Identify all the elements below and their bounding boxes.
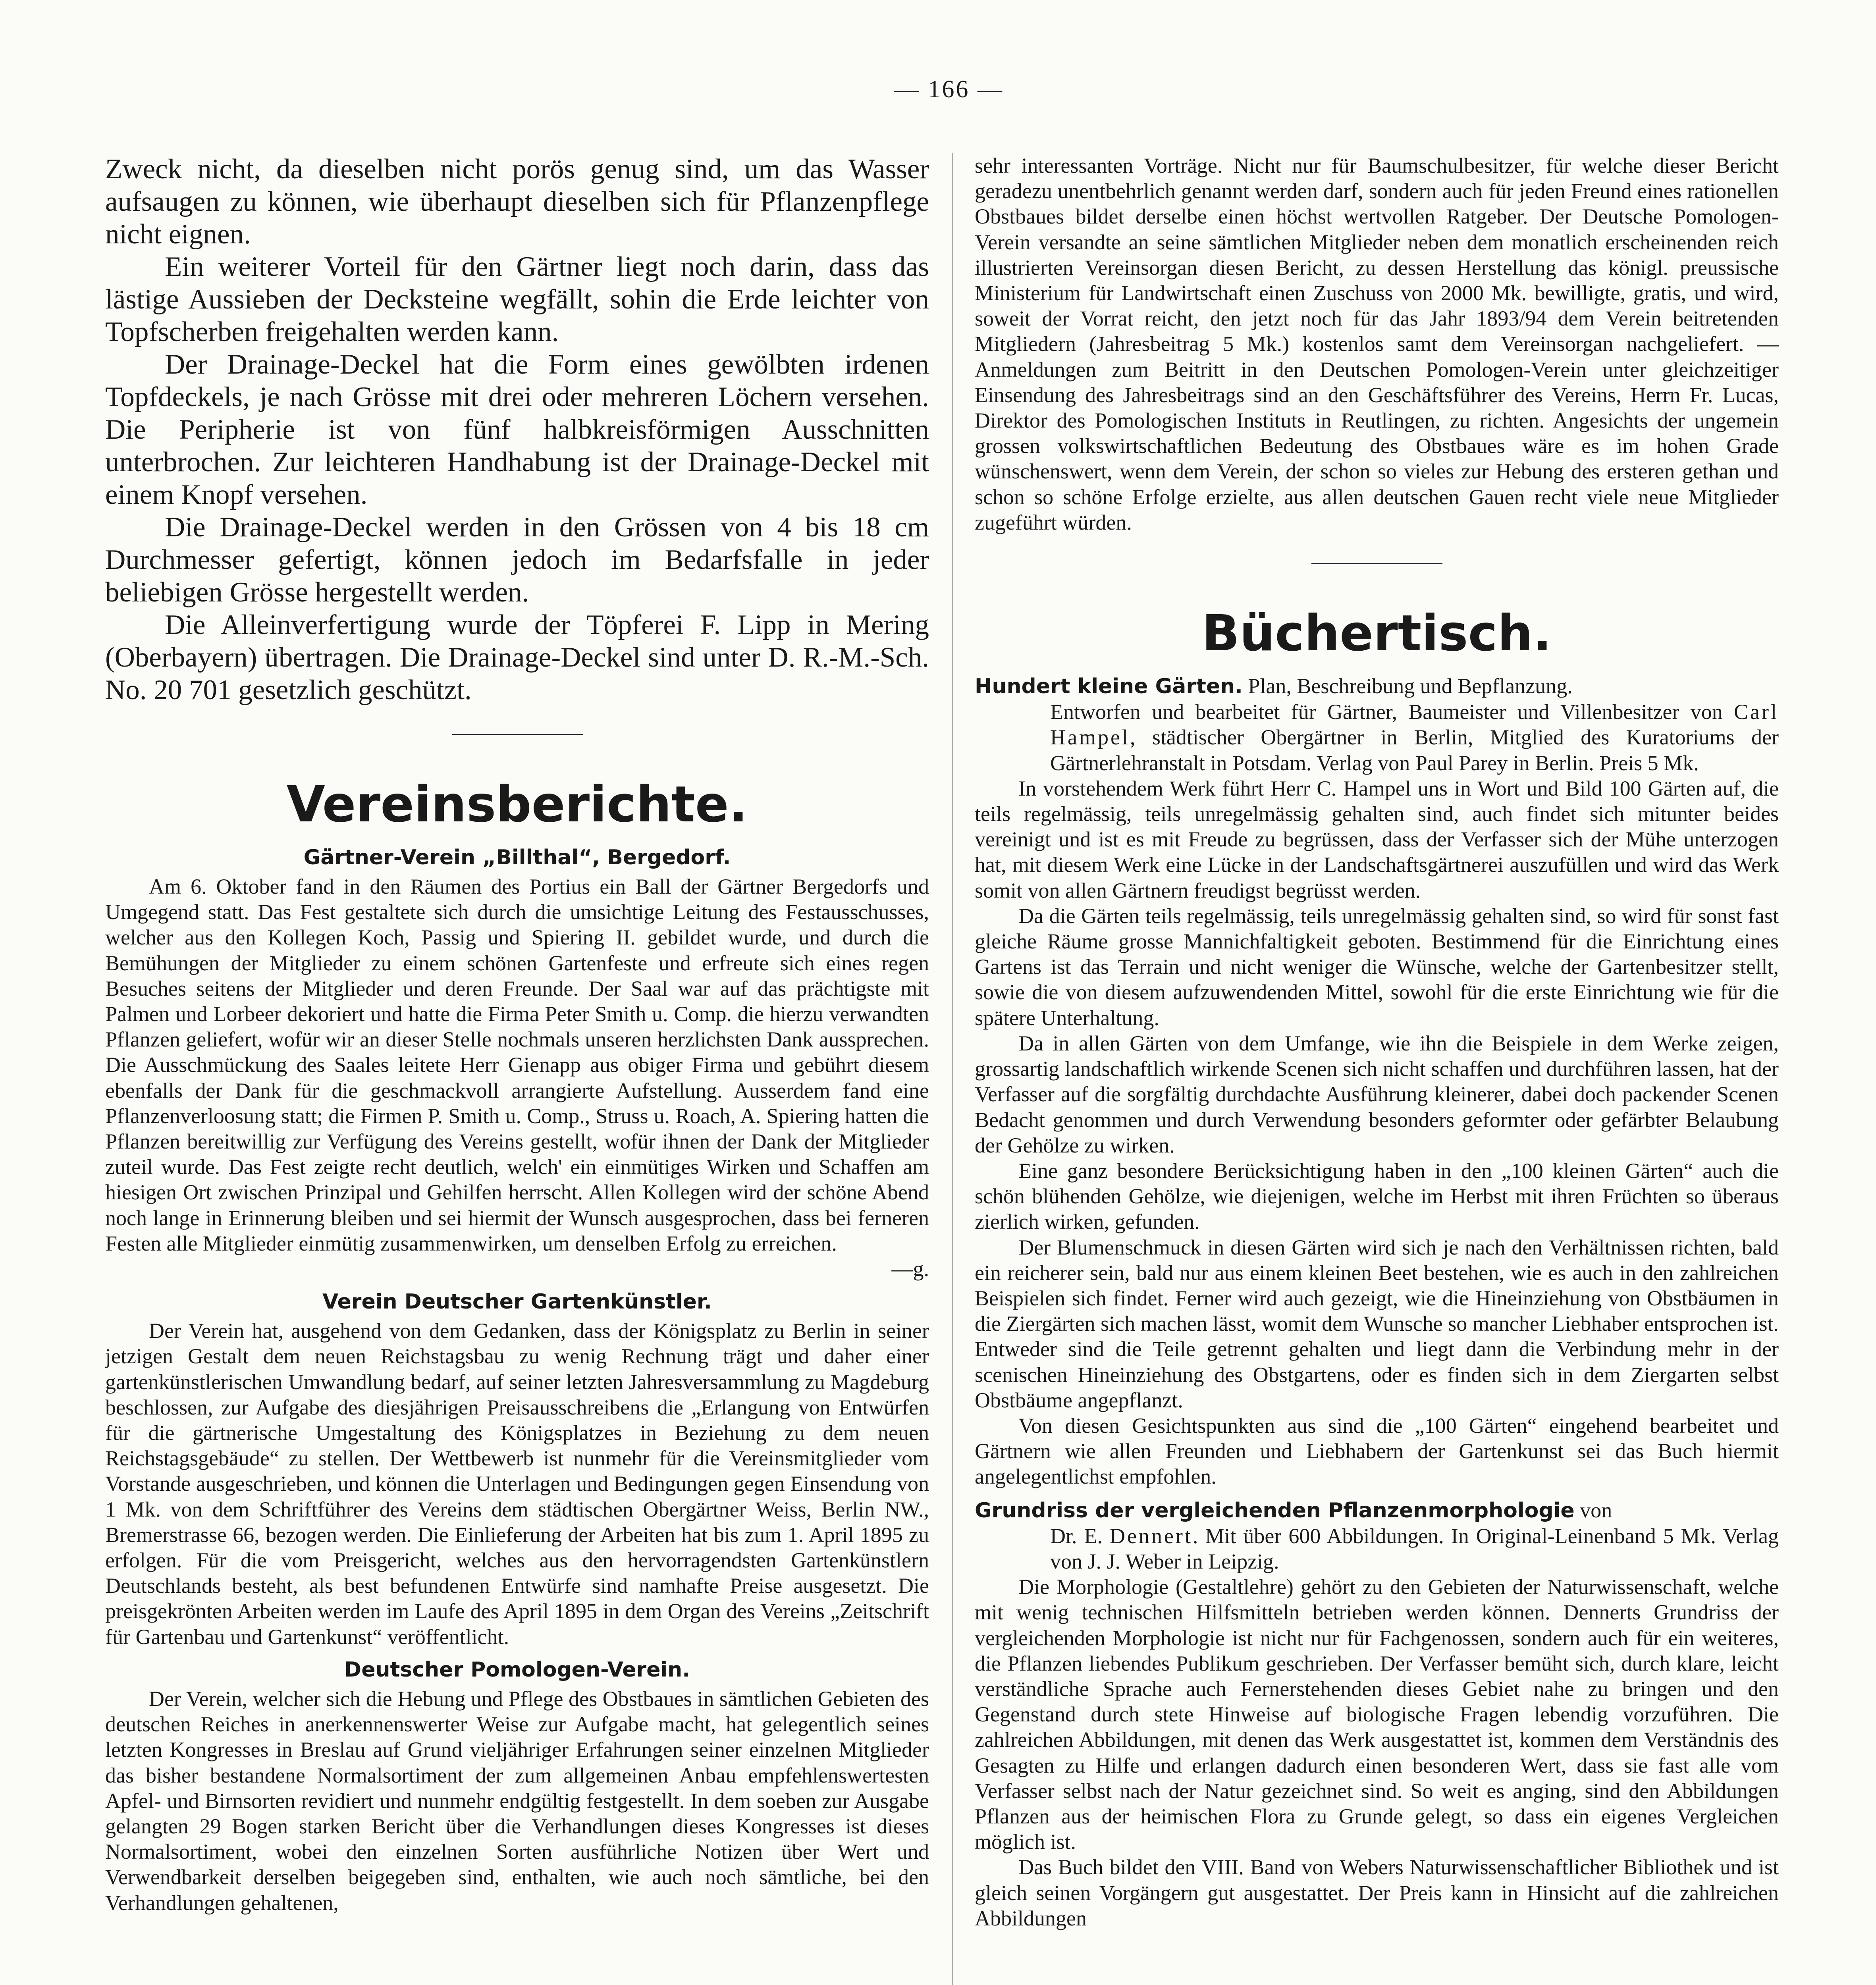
book-heading: Grundriss der vergleichenden Pflanzenmorphologie von [975, 1498, 1612, 1522]
gartenkuenstler-report [105, 1318, 929, 1650]
billthal-report [105, 874, 929, 1282]
pomologen-report-continued [975, 153, 1779, 535]
review-paragraph: In vorstehendem Werk führt Herr C. Hampel uns in Wort und Bild 100 Gärten auf, die teils regelmässig, teils unregelmässig gehalten sind, auch findet sich mitunter beides vereinigt und ist es mit Freude zu begrüssen, dass der Verfasser sich der Mühe unterzogen hat, mit diesem Werk eine Lücke in der Landschaftsgärtnerei auszufüllen und wird das Werk somit von allen Gärtnern freudigst begrüsst werden. [975, 776, 1779, 902]
review-paragraph: Da in allen Gärten von dem Umfange, wie ihn die Beispiele in dem Werke zeigen, grossartig landschaftlich wirkende Scenen sich nicht schaffen und durchführen lassen, hat der Verfasser auf die sorgfältig durchdachte Ausführung kleinerer, dabei doch packender Scenen Bedacht genommen und durch Verwendung besonders geformter oder gefärbter Belaubung der Gehölze zu wirken. [975, 1031, 1779, 1157]
review-paragraph: Da die Gärten teils regelmässig, teils unregelmässig gehalten sind, so wird für sonst fast gleiche Räume grosse Mannichfaltigkeit geboten. Bestimmend für die Einrichtung eines Gartens ist das Terrain und nicht weniger die Wünsche, welche der Gartenbesitzer stellt, sowie die von diesem aufzuwendenden Mittel, sowohl für die erste Einrichtung wie für die spätere Unterhaltung. [975, 904, 1779, 1030]
book-meta: Entworfen und bearbeitet für Gärtner, Baumeister und Villenbesitzer von Carl Hampel, städtischer Obergärtner in Berlin, Mitglied des Kuratoriums der Gärtnerlehranstalt in Potsdam. Verlag von Paul Parey in Berlin. Preis 5 Mk. [1050, 700, 1779, 775]
book-review-hundert-gaerten [975, 673, 1779, 1490]
book-author: Carl Hampel [1050, 700, 1779, 750]
report-paragraph: Der Verein, welcher sich die Hebung und Pflege des Obstbaues in sämtlichen Gebieten des deutschen Reiches in anerkennenswerter Weise zur Aufgabe macht, hat gelegentlich seines letzten Kongresses in Breslau auf Grund vieljähriger Erfahrungen seiner einzelnen Mitglieder das bisher bestandene Normalsortiment der zum allgemeinen Anbau empfehlenswertesten Apfel- und Birnsorten revidiert und nunmehr endgültig festgestellt. In dem soeben zur Ausgabe gelangten 29 Bogen starken Bericht über die Verhandlungen dieses Kongresses ist dieses Normalsortiment, wobei den einzelnen Sorten ausführliche Notizen über Wert und Verwendbarkeit derselben beigegeben sind, enthalten, wie auch noch sämtliche, bei den Verhandlungen gehaltenen, [105, 1686, 929, 1915]
right-column [975, 153, 1779, 1985]
review-paragraph: Der Blumenschmuck in diesen Gärten wird sich je nach den Verhältnissen richten, bald ein reicherer sein, bald nur aus einem kleinen Beet bestehen, wie es auch in den zahlreichen Beispielen sich findet. Ferner wird auch gezeigt, wie die Hineinziehung von Obstbäumen in die Ziergärten sich machen lässt, womit dem Wunsche so mancher Liebhaber entsprochen ist. Entweder sind die Teile getrennt gehalten und liegt dann die Verbindung mehr in der scenischen Hineinziehung des Obstgartens, oder es finden sich in dem Ziergarten selbst Obstbäume angepflanzt. [975, 1235, 1779, 1412]
book-review-pflanzenmorphologie [975, 1497, 1779, 1931]
article-paragraph: Ein weiterer Vorteil für den Gärtner liegt noch darin, dass das lästige Aussieben der Decksteine wegfällt, sohin die Erde leichter von Topfscherben freigehalten werden kann. [105, 251, 929, 347]
drainage-article [105, 153, 929, 706]
subsection-title-pomologen: Deutscher Pomologen-Verein. [344, 1657, 690, 1682]
review-paragraph: Eine ganz besondere Berücksichtigung haben in den „100 kleinen Gärten“ auch die schön blühenden Gehölze, wie diejenigen, welche im Herbst mit ihren Früchten so überaus zierlich wirken, gefunden. [975, 1158, 1779, 1234]
subsection-title-billthal: Gärtner-Verein „Billthal“, Bergedorf. [303, 846, 731, 869]
pomologen-report [105, 1686, 929, 1916]
review-paragraph: Von diesen Gesichtspunkten aus sind die „100 Gärten“ eingehend bearbeitet und Gärtnern wie allen Freunden und Liebhabern der Gartenkunst sei das Buch hiermit angelegentlichst empfohlen. [975, 1413, 1779, 1489]
page-number: — 166 — [894, 76, 1004, 103]
book-review-body [975, 1574, 1779, 1931]
report-paragraph: sehr interessanten Vorträge. Nicht nur für Baumschulbesitzer, für welche dieser Bericht geradezu unentbehrlich genannt werden darf, sondern auch für jeden Freund eines rationellen Obstbaues bildet derselbe einen höchst wertvollen Ratgeber. Der Deutsche Pomologen-Verein versandte an seine sämtlichen Mitglieder neben dem monatlich erscheinenden reich illustrierten Vereinsorgan diesen Bericht, zu dessen Herstellung das königl. preussische Ministerium für Landwirtschaft einen Zuschuss von 2000 Mk. bewilligte, gratis, und wird, soweit der Vorrat reicht, den jetzt noch für das Jahr 1893/94 dem Verein beitretenden Mitgliedern (Jahresbeitrag 5 Mk.) kostenlos samt dem Vereinsorgan nachgeliefert. — Anmeldungen zum Beitritt in den Deutschen Pomologen-Verein unter gleichzeitiger Einsendung des Jahresbeitrags sind an den Geschäftsführer des Vereins, Herrn Fr. Lucas, Direktor des Pomologischen Instituts in Reutlingen, zu richten. Angesichts der ungemein grossen volkswirtschaftlichen Bedeutung des Obstbaues wäre es im hohen Grade wünschenswert, wenn dem Verein, der schon so vieles zur Hebung des ersteren gethan und schon so schöne Erfolge erzielte, aus allen deutschen Gauen recht viele neue Mitglieder zugeführt würden. [975, 154, 1779, 534]
book-title: Grundriss der vergleichenden Pflanzenmorphologie [975, 1498, 1575, 1522]
review-paragraph: Das Buch bildet den VIII. Band von Webers Naturwissenschaftlicher Bibliothek und ist gleich seinen Vorgängern gut ausgestattet. Der Preis kann in Hinsicht auf die zahlreichen Abbildungen [975, 1855, 1779, 1930]
section-separator [452, 734, 583, 735]
section-title-buechertisch: Büchertisch. [1201, 605, 1552, 663]
article-paragraph: Die Alleinverfertigung wurde der Töpferei F. Lipp in Mering (Oberbayern) übertragen. Die Drainage-Deckel sind unter D. R.-M.-Sch. No. 20 701 gesetzlich geschützt. [105, 609, 929, 705]
left-column [105, 153, 929, 1985]
book-heading: Hundert kleine Gärten. Plan, Beschreibung und Bepflanzung. [975, 674, 1573, 699]
book-title: Hundert kleine Gärten. [975, 675, 1243, 699]
article-paragraph: Zweck nicht, da dieselben nicht porös genug sind, um das Wasser aufsaugen zu können, wie überhaupt dieselben sich für Pflanzenpflege nicht eignen. [105, 154, 929, 250]
article-paragraph: Die Drainage-Deckel werden in den Grössen von 4 bis 18 cm Durchmesser gefertigt, können jedoch im Bedarfsfalle in jeder beliebigen Grösse hergestellt werden. [105, 512, 929, 608]
book-review-body [975, 776, 1779, 1490]
report-paragraph: Der Verein hat, ausgehend von dem Gedanken, dass der Königsplatz zu Berlin in seiner jetzigen Gestalt dem neuen Reichstagsbau zu wenig Rechnung trägt und daher einer gartenkünstlerischen Umwandlung bedarf, auf seiner letzten Jahresversammlung zu Magdeburg beschlossen, zur Aufgabe des diesjährigen Preisausschreibens die „Erlangung von Entwürfen für die gärtnerische Umgestaltung des Königsplatzes in Beziehung zu dem neuen Reichstagsgebäude“ zu stellen. Der Wettbewerb ist nunmehr für die Vereinsmitglieder vom Vorstande ausgeschrieben, und können die Unterlagen und Bedingungen gegen Einsendung von 1 Mk. von dem Schriftführer des Vereins dem städtischen Obergärtner Weiss, Berlin NW., Bremerstrasse 66, bezogen werden. Die Einlieferung der Arbeiten hat bis zum 1. April 1895 zu erfolgen. Für die vom Preisgericht, welches aus den hervorragendsten Gartenkünstlern Deutschlands besteht, als best befundenen Entwürfe sind namhafte Preise ausgesetzt. Die preisgekrönten Arbeiten werden im Laufe des April 1895 in dem Organ des Vereins „Zeitschrift für Gartenbau und Gartenkunst“ veröffentlicht. [105, 1319, 929, 1649]
section-separator [1311, 563, 1442, 564]
review-paragraph: Die Morphologie (Gestaltlehre) gehört zu den Gebieten der Naturwissenschaft, welche mit wenig technischen Hilfsmitteln betrieben werden können. Dennerts Grundriss der vergleichenden Morphologie ist nicht nur für Fachgenossen, sondern auch für ein weiteres, die Pflanzen liebendes Publikum geschrieben. Der Verfasser bemüht sich, durch klare, leicht verständliche Sprache auch Fernerstehenden dieses Gebiet nahe zu bringen und den Gegenstand durch stete Hinweise auf biologische Fragen lebendig vorzuführen. Die zahlreichen Abbildungen, mit denen das Werk ausgestattet ist, kommen dem Verständnis des Gesagten zu Hilfe und erlangen dadurch einen besonderen Wert, dass sie fast alle vom Verfasser selbst nach der Natur gezeichnet sind. So weit es anging, sind den Abbildungen Pflanzen aus der heimischen Flora zu Grunde gelegt, so dass ein eigenes Vergleichen möglich ist. [975, 1575, 1779, 1854]
section-title-vereinsberichte: Vereinsberichte. [286, 776, 748, 833]
report-paragraph: Am 6. Oktober fand in den Räumen des Portius ein Ball der Gärtner Bergedorfs und Umgegend statt. Das Fest gestaltete sich durch die umsichtige Leitung des Festausschusses, welcher aus den Kollegen Koch, Passig und Spiering II. gebildet wurde, und durch die Bemühungen der Mitglieder zu einem schönen Gartenfeste und erfreute sich eines regen Besuches seitens der Mitglieder und deren Freunde. Der Saal war auf das prächtigste mit Palmen und Lorbeer dekoriert und hatte die Firma Peter Smith u. Comp. die hierzu verwandten Pflanzen geliefert, wofür wir an dieser Stelle nochmals unseren herzlichsten Dank aussprechen. Die Ausschmückung des Saales leitete Herr Gienapp aus obiger Firma und gebührt diesem ebenfalls der Dank für die geschmackvoll arrangierte Aufstellung. Ausserdem fand eine Pflanzenverloosung statt; die Firmen P. Smith u. Comp., Struss u. Roach, A. Spiering hatten die Pflanzen bereitwillig zur Verfügung des Vereins gestellt, wofür ihnen der Dank der Mitglieder zuteil wurde. Das Fest zeigte recht deutlich, welch' ein einmütiges Wirken und Schaffen am hiesigen Ort zwischen Prinzipal und Gehilfen herrscht. Allen Kollegen wird der schöne Abend noch lange in Erinnerung bleiben und sei hiermit der Wunsch ausgesprochen, dass bei ferneren Festen alle Mitglieder einmütig zusammenwirken, um denselben Erfolg zu erreichen. —g. [105, 874, 929, 1282]
book-meta: Dr. E. Dennert. Mit über 600 Abbildungen. In Original-Leinenband 5 Mk. Verlag von J. J. Weber in Leipzig. [1050, 1524, 1779, 1573]
report-signature: —g. [891, 1257, 929, 1281]
article-paragraph: Der Drainage-Deckel hat die Form eines gewölbten irdenen Topfdeckels, je nach Grösse mit drei oder mehreren Löchern versehen. Die Peripherie ist von fünf halbkreisförmigen Ausschnitten unterbrochen. Zur leichteren Handhabung ist der Drainage-Deckel mit einem Knopf versehen. [105, 349, 929, 510]
book-author: Dennert [1109, 1524, 1193, 1548]
subsection-title-gartenkuenstler: Verein Deutscher Gartenkünstler. [322, 1290, 712, 1314]
